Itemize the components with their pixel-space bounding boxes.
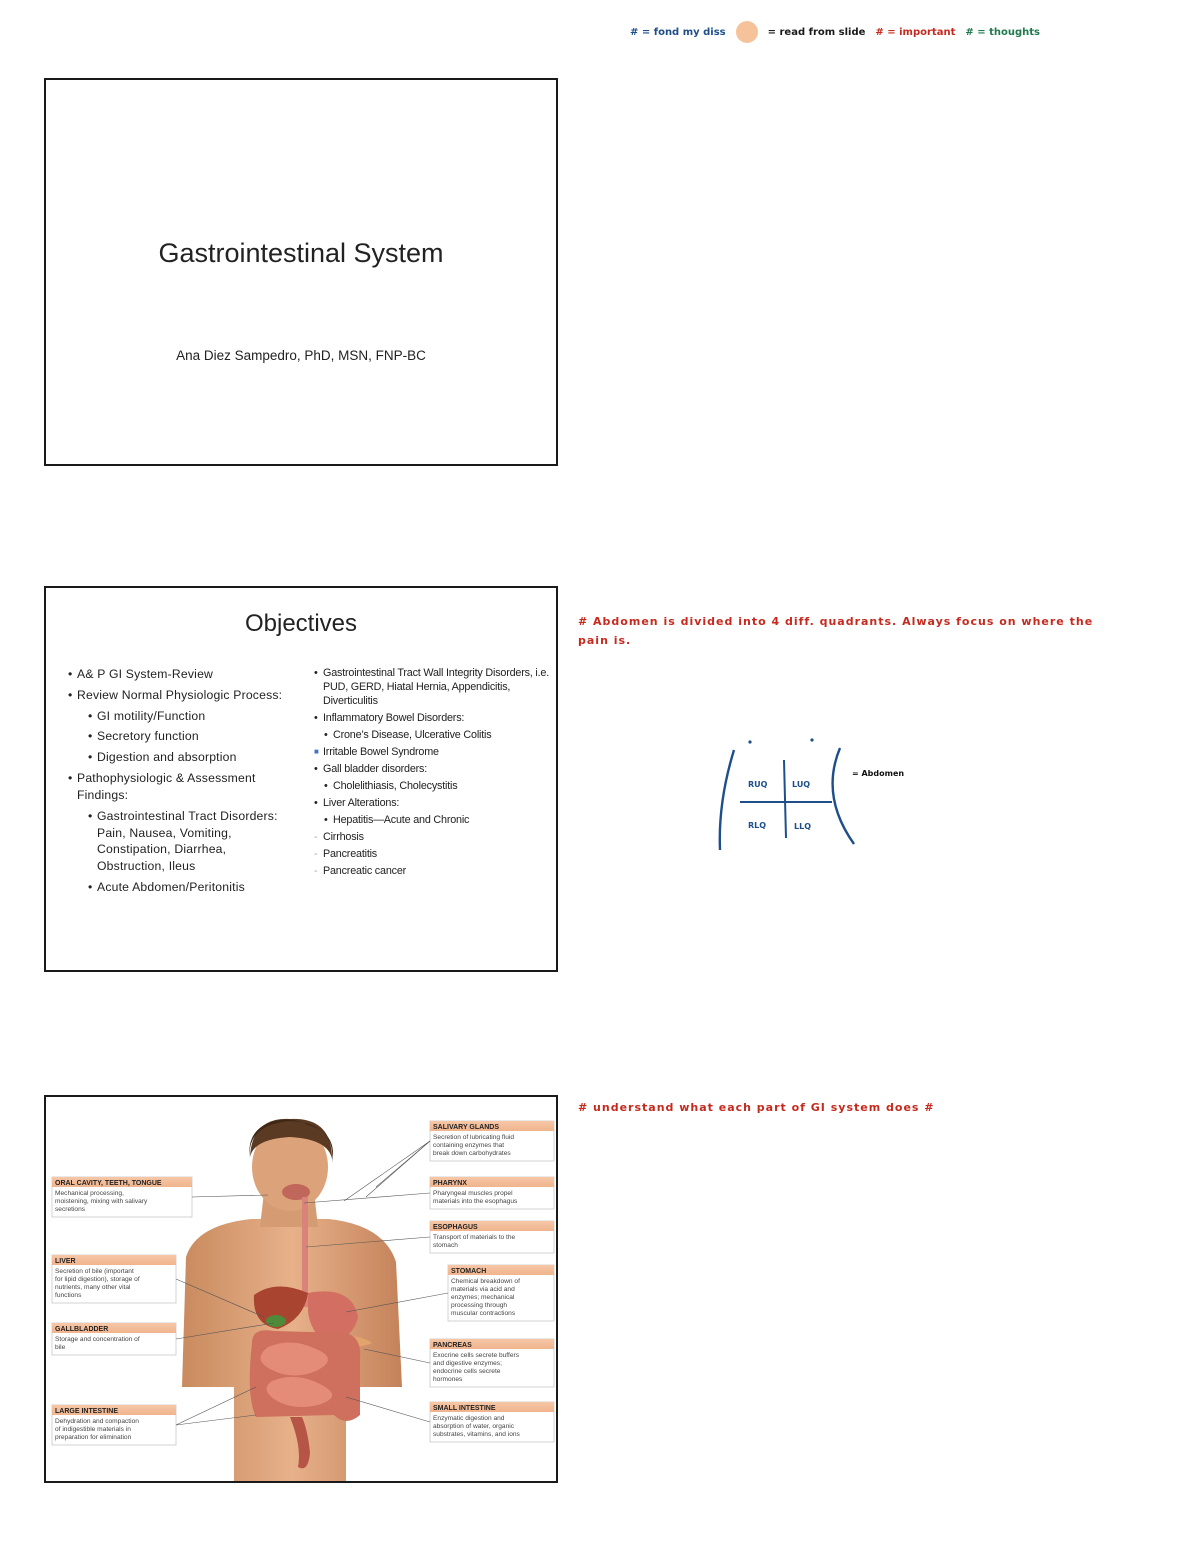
caption-line: stomach <box>433 1242 458 1249</box>
caption-line: and digestive enzymes; <box>433 1360 502 1367</box>
caption-line: Pharyngeal muscles propel <box>433 1190 513 1197</box>
objective-item: • A& P GI System-Review <box>68 667 214 681</box>
caption-heading: PANCREAS <box>433 1342 472 1349</box>
objective-subitem: • Gastrointestinal Tract Disorders: Pain, Nausea, Vomiting, Constipation, Diarrhea, Obstruction, Ileus <box>88 808 278 874</box>
caption-line: moistening, mixing with salivary <box>55 1198 148 1205</box>
objective-item: ■ Irritable Bowel Syndrome <box>314 746 439 759</box>
caption-line: nutrients, many other vital <box>55 1284 131 1291</box>
slide-digestive-anatomy <box>44 1095 558 1483</box>
objective-subitem: • Secretory function <box>88 729 199 744</box>
objective-item: • Review Normal Physiologic Process: <box>68 687 283 702</box>
annotation-legend <box>630 20 1040 44</box>
caption-line: Transport of materials to the <box>433 1234 516 1241</box>
caption-line: materials via acid and <box>451 1286 515 1293</box>
caption-heading: LARGE INTESTINE <box>55 1408 119 1415</box>
objectives-right-column <box>312 666 552 881</box>
caption-gallbladder <box>52 1323 176 1355</box>
caption-pharynx <box>430 1177 554 1209</box>
objective-item: • Gastrointestinal Tract Wall Integrity Disorders, i.e. PUD, GERD, Hiatal Hernia, Appendicitis, Diverticulitis <box>314 667 550 708</box>
objective-item: - Pancreatic cancer <box>314 865 407 878</box>
caption-line: enzymes; mechanical <box>451 1294 515 1301</box>
objective-subitem: • Crone’s Disease, Ulcerative Colitis <box>324 729 492 742</box>
objective-subitem: • GI motility/Function <box>88 708 206 723</box>
legend-item-green: # = thoughts <box>965 26 1040 38</box>
abdomen-quadrant-sketch <box>712 732 942 857</box>
caption-line: Secretion of lubricating fluid <box>433 1134 515 1141</box>
abdomen-label: = Abdomen <box>852 769 905 778</box>
caption-line: of indigestible materials in <box>55 1426 131 1433</box>
objective-subitem: • Digestion and absorption <box>88 750 237 765</box>
caption-line: secretions <box>55 1206 86 1213</box>
caption-line: processing through <box>451 1302 508 1309</box>
caption-line: materials into the esophagus <box>433 1198 518 1205</box>
slide-title <box>44 78 558 466</box>
quadrant-ruq: RUQ <box>748 780 768 789</box>
leader-line <box>366 1141 430 1197</box>
caption-pancreas <box>430 1339 554 1387</box>
caption-heading: ESOPHAGUS <box>433 1224 478 1231</box>
quadrant-luq: LUQ <box>792 780 811 789</box>
objectives-title: Objectives <box>244 610 358 637</box>
digestive-system-illustration <box>46 1097 556 1481</box>
objective-item: • Inflammatory Bowel Disorders: <box>314 712 465 725</box>
slide-title-text: Gastrointestinal System <box>158 238 444 268</box>
highlight-swatch <box>736 21 758 43</box>
caption-line: Exocrine cells secrete buffers <box>433 1352 520 1359</box>
caption-line: hormones <box>433 1376 463 1383</box>
caption-line: Enzymatic digestion and <box>433 1415 505 1422</box>
caption-heading: ORAL CAVITY, TEETH, TONGUE <box>55 1180 162 1187</box>
handwritten-note-quadrants: # Abdomen is divided into 4 diff. quadrants. Always focus on where the pain is. <box>578 615 1094 647</box>
objective-subitem: • Acute Abdomen/Peritonitis <box>88 880 245 895</box>
caption-salivary-glands <box>430 1121 554 1161</box>
caption-heading: LIVER <box>55 1258 76 1265</box>
caption-esophagus <box>430 1221 554 1253</box>
slide-author: Ana Diez Sampedro, PhD, MSN, FNP-BC <box>176 348 426 363</box>
legend-item-read: = read from slide <box>767 26 866 38</box>
legend-item-blue: # = fond my diss <box>630 26 726 38</box>
caption-heading: GALLBLADDER <box>55 1326 109 1333</box>
objective-item: • Gall bladder disorders: <box>314 763 428 776</box>
caption-line: break down carbohydrates <box>433 1150 511 1157</box>
caption-small-intestine <box>430 1402 554 1442</box>
caption-heading: SMALL INTESTINE <box>433 1405 496 1412</box>
caption-line: for lipid digestion), storage of <box>55 1276 140 1283</box>
caption-line: Storage and concentration of <box>55 1336 140 1343</box>
caption-line: endocrine cells secrete <box>433 1368 501 1375</box>
slide-objectives <box>44 586 558 972</box>
caption-oral-cavity-teeth-tongue <box>52 1177 192 1217</box>
caption-line: functions <box>55 1292 82 1299</box>
quadrant-llq: LLQ <box>794 822 811 831</box>
objective-item: • Pathophysiologic & Assessment Findings: <box>68 771 256 802</box>
caption-line: Mechanical processing, <box>55 1190 124 1197</box>
caption-line: preparation for elimination <box>55 1434 132 1441</box>
caption-line: Dehydration and compaction <box>55 1418 139 1425</box>
objectives-left-column <box>66 666 291 900</box>
objective-subitem: • Cholelithiasis, Cholecystitis <box>324 780 458 793</box>
handwritten-note-gi-parts: # understand what each part of GI system does # <box>578 1101 935 1114</box>
caption-liver <box>52 1255 176 1303</box>
caption-line: substrates, vitamins, and ions <box>433 1431 520 1438</box>
caption-line: absorption of water, organic <box>433 1423 515 1430</box>
leader-line <box>192 1195 268 1197</box>
caption-stomach <box>448 1265 554 1321</box>
objective-item: • Liver Alterations: <box>314 797 400 810</box>
leader-line <box>304 1193 430 1203</box>
caption-large-intestine <box>52 1405 176 1445</box>
caption-line: Chemical breakdown of <box>451 1278 520 1285</box>
caption-line: bile <box>55 1344 66 1351</box>
objective-item: - Cirrhosis <box>314 831 364 844</box>
objective-item: - Pancreatitis <box>314 848 378 861</box>
legend-item-red: # = important <box>875 26 956 38</box>
quadrant-rlq: RLQ <box>748 821 767 830</box>
leader-line <box>344 1141 430 1201</box>
caption-heading: PHARYNX <box>433 1180 467 1187</box>
caption-heading: SALIVARY GLANDS <box>433 1124 499 1131</box>
caption-line: containing enzymes that <box>433 1142 505 1149</box>
caption-heading: STOMACH <box>451 1268 487 1275</box>
objective-subitem: • Hepatitis—Acute and Chronic <box>324 814 470 827</box>
caption-line: Secretion of bile (important <box>55 1268 134 1275</box>
caption-line: muscular contractions <box>451 1310 516 1317</box>
